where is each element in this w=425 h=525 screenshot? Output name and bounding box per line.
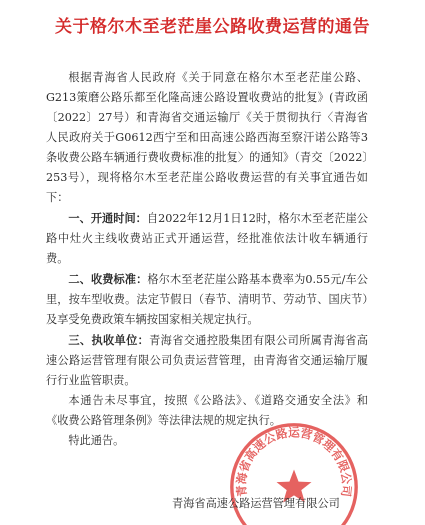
ending-line: 特此通告。 [68, 434, 125, 447]
item-opening-time-label: 一、开通时间： [68, 211, 147, 225]
item-collecting-unit-label: 三、执收单位： [68, 333, 150, 347]
item-toll-standard-text: 格尔木至老茫崖公路基本费率为0.55元/车公里，按车型收费。法定节假日（春节、清明节、劳动节、国庆节）及享受免费政策车辆按国家相关规定执行。 [46, 273, 368, 326]
item-toll-standard [46, 269, 368, 330]
item-toll-standard-label: 二、收费标准： [68, 272, 148, 286]
signer-name: 青海省高速公路运营管理有限公司 [172, 497, 340, 510]
item-collecting-unit [46, 330, 368, 391]
closing-paragraph: 本通告未尽事宜，按照《公路法》、《道路交通安全法》和《收费公路管理条例》等法律法规的规定执行。 [46, 394, 368, 427]
seal-text: 青海省高速公路运营管理有限公司 [234, 425, 354, 498]
item-collecting-unit-text: 青海省交通控股集团有限公司所属青海省高速公路运营管理有限公司负责运营管理，由青海省交通运输厅履行行业监管职责。 [46, 334, 368, 387]
item-opening-time-text: 自2022年12月1日12时，格尔木至老茫崖公路中灶火主线收费站正式开通运营，经批准依法计收车辆通行费。 [46, 212, 368, 265]
notice-title: 关于格尔木至老茫崖公路收费运营的通告 [55, 17, 370, 37]
intro-paragraph: 根据青海省人民政府《关于同意在格尔木至老茫崖公路、G213策磨公路乐都至化隆高速公路设置收费站的批复》(青政函〔2022〕27号）和青海省交通运输厅《关于贯彻执行〈青海省人民政府关于G0612西宁至和田高速公路西海至察汗诺公路等3条收费公路车辆通行费收费标准的批复〉的通知》（青交〔2022〕253号），现将格尔木至老茫崖公路收费运营的有关事宜通告如下： [46, 71, 368, 204]
item-opening-time [46, 208, 368, 269]
notice-body [46, 68, 368, 451]
